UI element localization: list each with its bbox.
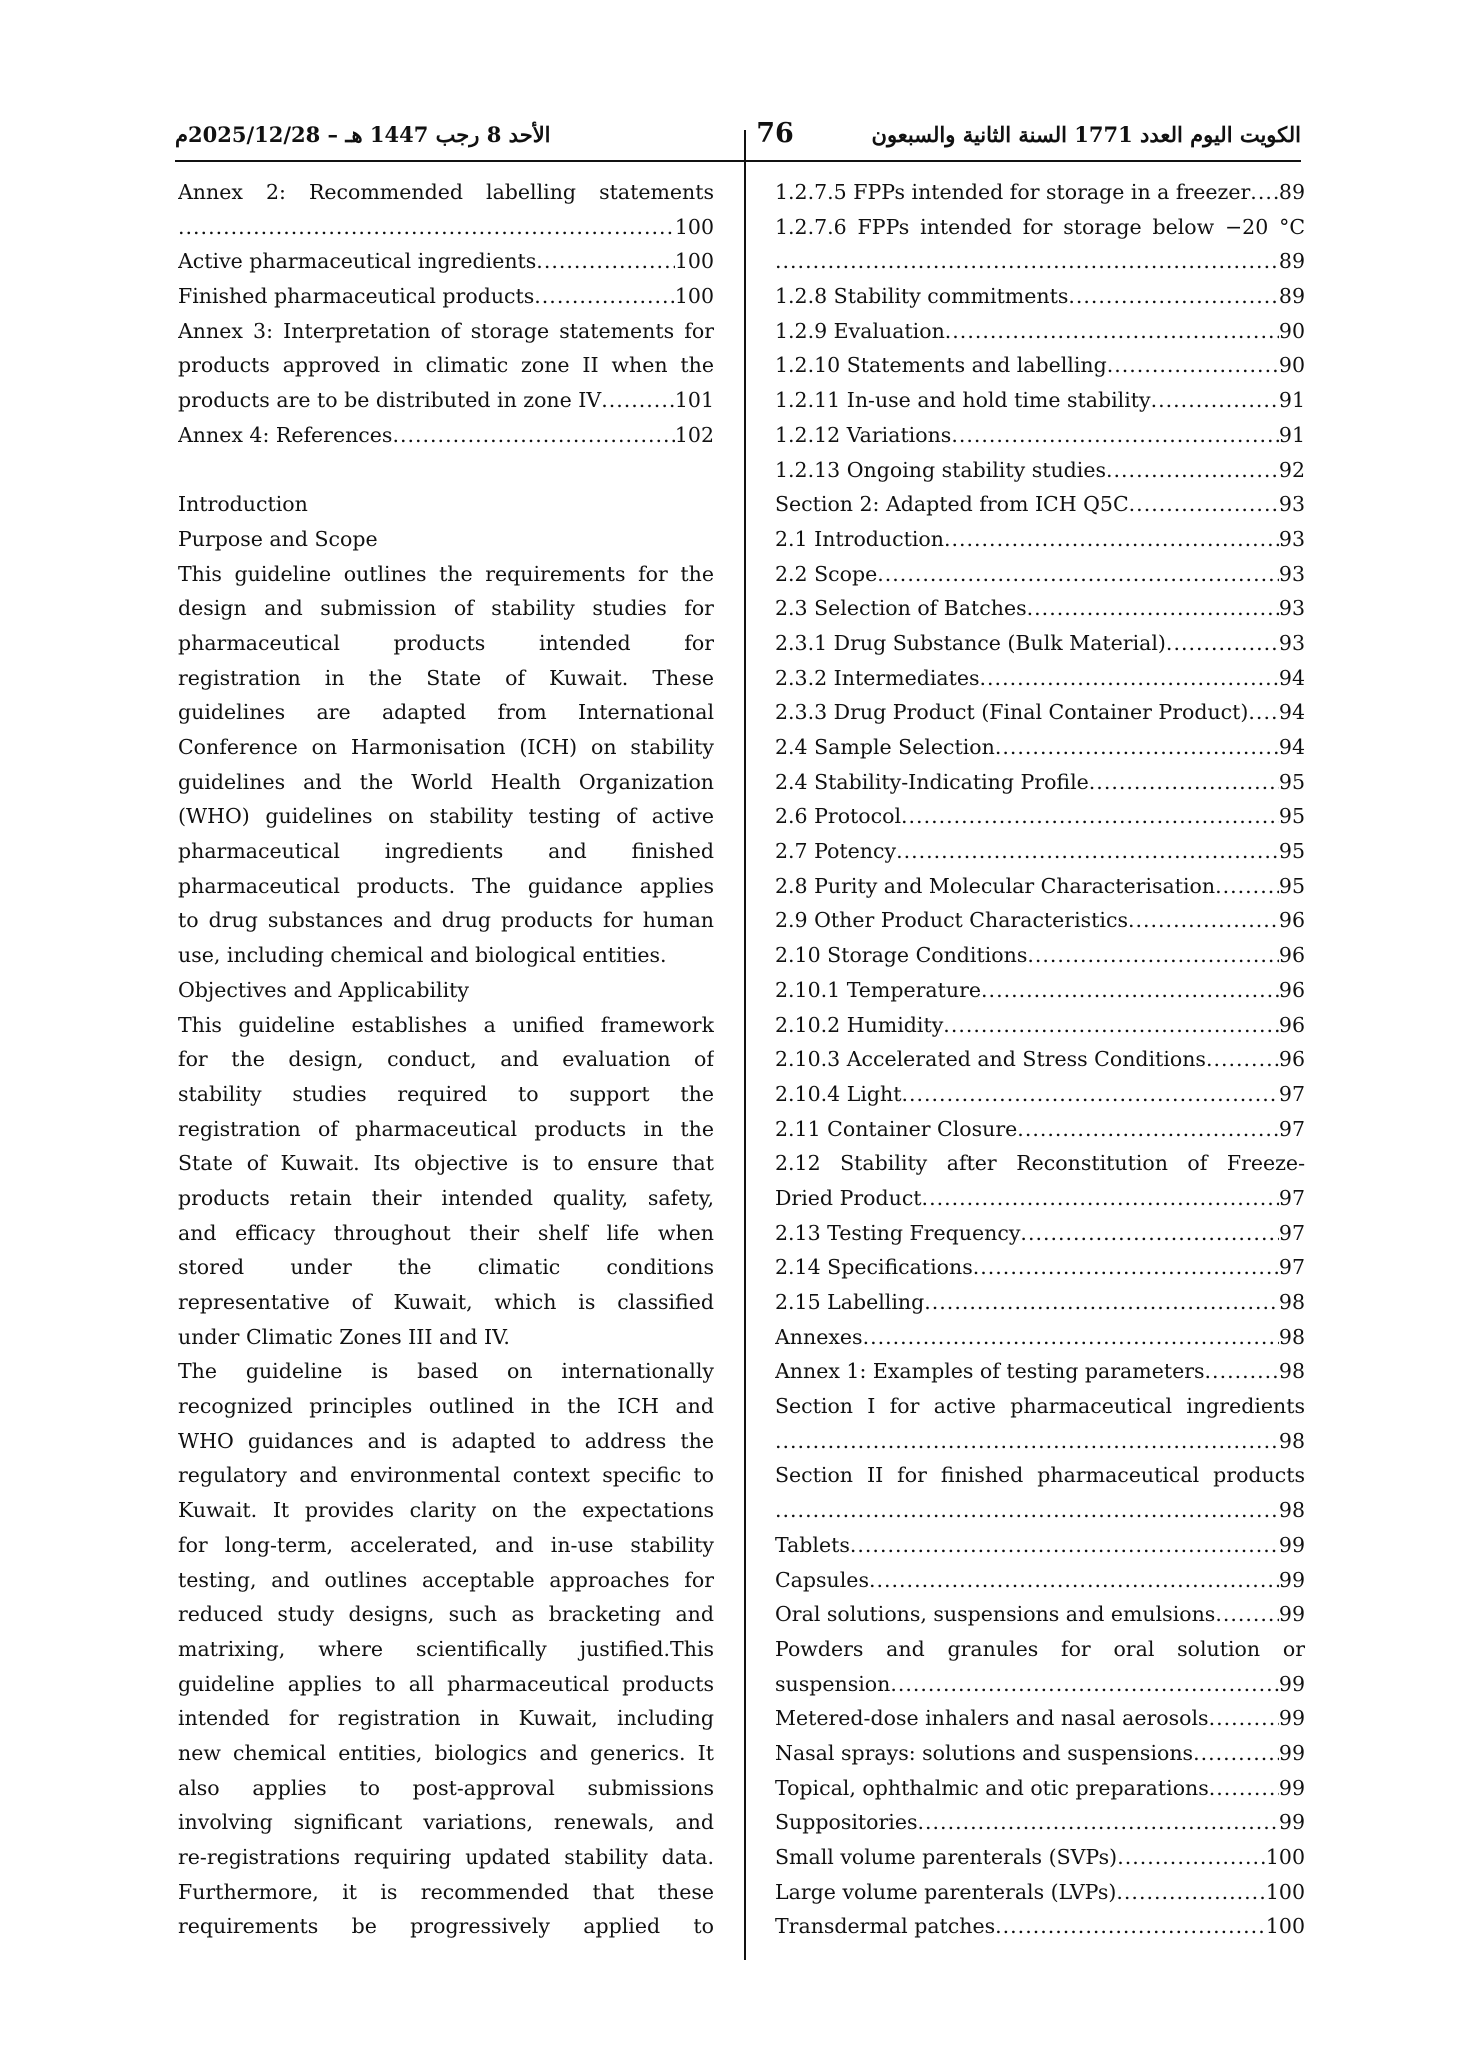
paragraph-line: also applies to post-approval submissions: [178, 1775, 714, 1800]
toc-entry: [775, 1285, 1305, 1320]
toc-leader: [877, 557, 1279, 592]
toc-leader: [178, 210, 675, 245]
toc-entry: [775, 1493, 1305, 1528]
paragraph-line: involving significant variations, renewals, and: [178, 1810, 714, 1835]
paragraph-line: reduced study designs, such as bracketing and: [178, 1602, 714, 1627]
toc-title: Small volume parenterals (SVPs): [775, 1845, 1118, 1869]
toc-title: Annexes: [775, 1324, 863, 1349]
paragraph-objectives: [178, 1008, 714, 1355]
paragraph-line: Conference on Harmonisation (ICH) on stability: [178, 735, 714, 759]
toc-entry: [775, 1112, 1305, 1147]
toc-page: 99: [1278, 1567, 1305, 1592]
toc-leader: [1209, 1771, 1279, 1806]
paragraph-line: products retain their intended quality, safety,: [178, 1185, 714, 1210]
publication-title: الكويت اليوم العدد 1771 السنة الثانية والسبعون: [871, 122, 1301, 147]
toc-leader: [995, 1909, 1266, 1944]
toc-leader: [945, 314, 1279, 349]
toc-entry: [775, 383, 1305, 418]
paragraph-basis: [178, 1354, 714, 1944]
toc-page: 93: [1278, 630, 1305, 655]
toc-page: 94: [1278, 665, 1305, 690]
toc-leader: [392, 418, 674, 453]
paragraph-line: The guideline is based on internationally: [178, 1359, 714, 1384]
toc-page: 95: [1278, 769, 1305, 794]
toc-entry: [775, 1320, 1305, 1355]
toc-leader: [995, 730, 1279, 765]
toc-page: 91: [1278, 422, 1305, 447]
toc-entry: 1.2.7.6 FPPs intended for storage below −20 °C: [775, 214, 1305, 239]
toc-entry: [775, 1250, 1305, 1285]
toc-entry: [775, 1875, 1305, 1910]
toc-leader: [924, 1285, 1279, 1320]
header-rule: [175, 160, 1301, 162]
paragraph-line: to drug substances and drug products for human: [178, 908, 714, 933]
toc-page: 98: [1278, 1428, 1305, 1453]
paragraph-line: stability studies required to support the: [178, 1081, 714, 1106]
toc-leader: [922, 1181, 1279, 1216]
toc-page: 100: [674, 214, 714, 239]
toc-page: 100: [674, 284, 714, 309]
toc-title: Finished pharmaceutical products: [178, 284, 535, 309]
toc-entry: [775, 1042, 1305, 1077]
toc-entry: [775, 765, 1305, 800]
toc-leader: [534, 279, 675, 314]
toc-leader: [901, 1077, 1278, 1112]
toc-entry: [775, 522, 1305, 557]
toc-entry: [775, 1701, 1305, 1736]
paragraph-line: registration of pharmaceutical products in the: [178, 1116, 714, 1141]
paragraph-line: representative of Kuwait, which is classified: [178, 1290, 714, 1314]
toc-title: Tablets: [775, 1532, 850, 1557]
toc-leader: [1205, 1354, 1279, 1389]
toc-leader: [1215, 1597, 1279, 1632]
toc-title: 2.4 Sample Selection: [775, 735, 995, 759]
toc-title: 2.3.2 Intermediates: [775, 665, 980, 690]
toc-title: Active pharmaceutical ingredients: [178, 249, 537, 274]
toc-entry: [775, 1736, 1305, 1771]
toc-entry: Powders and granules for oral solution or: [775, 1636, 1305, 1661]
toc-page: 98: [1278, 1324, 1305, 1349]
paragraph-line: requirements be progressively applied to: [178, 1914, 714, 1939]
paragraph-line: re-registrations requiring updated stability data.: [178, 1845, 714, 1869]
toc-title: Dried Product: [775, 1185, 922, 1210]
toc-page: 101: [674, 388, 714, 413]
toc-entry: [775, 1528, 1305, 1563]
toc-page: 98: [1278, 1498, 1305, 1523]
toc-entry: [775, 487, 1305, 522]
toc-page: 99: [1278, 1775, 1305, 1800]
paragraph-line: intended for registration in Kuwait, including: [178, 1706, 714, 1731]
toc-title: 1.2.13 Ongoing stability studies: [775, 457, 1106, 482]
toc-entry: [775, 557, 1305, 592]
paragraph-line: Kuwait. It provides clarity on the expectations: [178, 1498, 714, 1523]
toc-entry: [775, 626, 1305, 661]
paragraph-line: guidelines and the World Health Organization: [178, 769, 714, 794]
toc-title: Annex 4: References: [178, 422, 393, 447]
toc-leader: [775, 244, 1279, 279]
toc-leader: [1089, 765, 1279, 800]
paragraph-line: for long-term, accelerated, and in-use stability: [178, 1532, 714, 1557]
paragraph-line: new chemical entities, biologics and generics. It: [178, 1740, 714, 1765]
toc-entry: [775, 1216, 1305, 1251]
toc-entry: [775, 1909, 1305, 1944]
paragraph-line: (WHO) guidelines on stability testing of active: [178, 804, 714, 829]
toc-leader: [890, 1667, 1279, 1702]
toc-title: Nasal sprays: solutions and suspensions: [775, 1740, 1194, 1765]
toc-leader: [1116, 1875, 1265, 1910]
toc-title: 2.6 Protocol: [775, 804, 902, 829]
toc-leader: [863, 1320, 1279, 1355]
toc-entry: Annex 2: Recommended labelling statements: [178, 180, 714, 204]
toc-title: 2.10 Storage Conditions: [775, 943, 1028, 968]
toc-title: Annex 1: Examples of testing parameters: [775, 1359, 1205, 1384]
toc-entry: [775, 418, 1305, 453]
toc-page: 97: [1278, 1116, 1305, 1141]
toc-title: products are to be distributed in zone IV: [178, 388, 602, 413]
toc-leader: [944, 522, 1279, 557]
toc-leader: [1129, 487, 1279, 522]
toc-entry: [775, 279, 1305, 314]
toc-title: 1.2.9 Evaluation: [775, 318, 945, 343]
toc-title: 1.2.8 Stability commitments: [775, 284, 1069, 309]
page-header: [175, 118, 1301, 162]
toc-page: 93: [1278, 596, 1305, 621]
toc-leader: [1107, 348, 1279, 383]
toc-entry: [775, 730, 1305, 765]
toc-entry: [775, 799, 1305, 834]
paragraph-line: pharmaceutical ingredients and finished: [178, 839, 714, 864]
toc-page: 99: [1278, 1671, 1305, 1696]
column-divider: [744, 130, 746, 1960]
paragraph-line: guideline applies to all pharmaceutical products: [178, 1671, 714, 1696]
toc-title: 2.10.3 Accelerated and Stress Conditions: [775, 1047, 1206, 1072]
toc-entry: [775, 869, 1305, 904]
toc-entry: [775, 1805, 1305, 1840]
left-toc: [178, 175, 714, 453]
toc-leader: [943, 1008, 1279, 1043]
toc-leader: [896, 834, 1279, 869]
toc-leader: [601, 383, 675, 418]
toc-page: 100: [1265, 1845, 1305, 1869]
toc-page: 97: [1278, 1081, 1305, 1106]
toc-entry: [775, 1077, 1305, 1112]
toc-entry: [775, 695, 1305, 730]
toc-entry: [775, 314, 1305, 349]
toc-title: 2.7 Potency: [775, 839, 897, 864]
toc-entry: [178, 418, 714, 453]
toc-page: 100: [674, 249, 714, 274]
toc-title: Oral solutions, suspensions and emulsions: [775, 1602, 1216, 1627]
toc-entry: [178, 279, 714, 314]
toc-title: 2.15 Labelling: [775, 1290, 925, 1314]
toc-page: 93: [1278, 526, 1305, 551]
paragraph-line: design and submission of stability studies for: [178, 596, 714, 621]
toc-page: 97: [1278, 1220, 1305, 1245]
toc-leader: [1248, 695, 1279, 730]
toc-page: 99: [1278, 1810, 1305, 1835]
toc-page: 89: [1278, 180, 1305, 204]
toc-title: Capsules: [775, 1567, 869, 1592]
toc-page: 99: [1278, 1602, 1305, 1627]
toc-title: Suppositories: [775, 1810, 918, 1835]
toc-title: 2.9 Other Product Characteristics: [775, 908, 1128, 933]
toc-entry: [178, 383, 714, 418]
right-toc: [775, 175, 1305, 1944]
toc-entry: 2.12 Stability after Reconstitution of Freeze-: [775, 1151, 1305, 1176]
toc-leader: [1128, 903, 1279, 938]
toc-page: 96: [1278, 1047, 1305, 1072]
toc-leader: [1250, 175, 1279, 210]
toc-leader: [1151, 383, 1279, 418]
toc-entry: [775, 661, 1305, 696]
toc-leader: [1117, 1840, 1266, 1875]
paragraph-line: and efficacy throughout their shelf life when: [178, 1220, 714, 1245]
toc-entry: [775, 973, 1305, 1008]
toc-title: 2.14 Specifications: [775, 1255, 973, 1280]
paragraph-purpose: [178, 557, 714, 973]
toc-entry: [775, 453, 1305, 488]
paragraph-line: This guideline establishes a unified framework: [178, 1012, 714, 1037]
toc-page: 94: [1278, 735, 1305, 759]
toc-leader: [1106, 453, 1279, 488]
toc-page: 102: [674, 422, 714, 447]
toc-page: 100: [1265, 1914, 1305, 1939]
toc-leader: [973, 1250, 1279, 1285]
toc-entry: [775, 348, 1305, 383]
toc-page: 96: [1278, 943, 1305, 968]
toc-leader: [1215, 869, 1279, 904]
toc-entry: [775, 175, 1305, 210]
toc-page: 89: [1278, 284, 1305, 309]
toc-page: 96: [1278, 908, 1305, 933]
paragraph-line: WHO guidances and is adapted to address the: [178, 1428, 714, 1453]
toc-entry: [775, 938, 1305, 973]
toc-entry: [775, 591, 1305, 626]
page-number: 76: [756, 118, 794, 149]
toc-title: suspension: [775, 1671, 891, 1696]
paragraph-line: recognized principles outlined in the ICH and: [178, 1394, 714, 1419]
toc-title: 2.10.1 Temperature: [775, 977, 982, 1002]
toc-entry: Annex 3: Interpretation of storage statements for: [178, 318, 714, 343]
toc-leader: [1193, 1736, 1279, 1771]
right-column: [775, 175, 1305, 1944]
heading-introduction: Introduction: [178, 492, 308, 517]
toc-title: 1.2.10 Statements and labelling: [775, 353, 1107, 378]
toc-page: 99: [1278, 1706, 1305, 1731]
toc-title: 1.2.12 Variations: [775, 422, 952, 447]
paragraph-line: testing, and outlines acceptable approaches for: [178, 1567, 714, 1592]
toc-page: 89: [1278, 249, 1305, 274]
toc-page: 97: [1278, 1255, 1305, 1280]
toc-page: 95: [1278, 873, 1305, 898]
toc-title: 2.8 Purity and Molecular Characterisation: [775, 873, 1216, 898]
toc-page: 95: [1278, 839, 1305, 864]
toc-title: 1.2.11 In-use and hold time stability: [775, 388, 1151, 413]
paragraph-line: for the design, conduct, and evaluation of: [178, 1047, 714, 1072]
toc-title: 2.10.2 Humidity: [775, 1012, 944, 1037]
toc-leader: [1166, 626, 1279, 661]
paragraph-line: registration in the State of Kuwait. These: [178, 665, 714, 690]
paragraph-line: regulatory and environmental context specific to: [178, 1463, 714, 1488]
toc-title: Large volume parenterals (LVPs): [775, 1879, 1117, 1904]
toc-entry: [775, 1597, 1305, 1632]
toc-entry: [775, 1181, 1305, 1216]
toc-title: 1.2.7.5 FPPs intended for storage in a freezer: [775, 180, 1251, 204]
toc-entry: [775, 1008, 1305, 1043]
toc-entry: products approved in climatic zone II when the: [178, 353, 714, 378]
toc-title: Metered-dose inhalers and nasal aerosols: [775, 1706, 1209, 1731]
toc-page: 98: [1278, 1290, 1305, 1314]
left-column: [178, 175, 714, 1944]
toc-entry: [775, 1771, 1305, 1806]
issue-date: الأحد 8 رجب 1447 هـ – 2025/12/28م: [175, 122, 551, 147]
toc-title: Topical, ophthalmic and otic preparations: [775, 1775, 1209, 1800]
toc-title: 2.4 Stability-Indicating Profile: [775, 769, 1089, 794]
paragraph-line: State of Kuwait. Its objective is to ensure that: [178, 1151, 714, 1176]
toc-page: 90: [1278, 318, 1305, 343]
heading-purpose-scope: Purpose and Scope: [178, 526, 378, 551]
toc-title: 2.3.3 Drug Product (Final Container Product): [775, 700, 1249, 725]
paragraph-line: guidelines are adapted from International: [178, 700, 714, 725]
toc-page: 93: [1278, 561, 1305, 586]
toc-page: 93: [1278, 492, 1305, 517]
toc-page: 97: [1278, 1185, 1305, 1210]
toc-entry: [775, 244, 1305, 279]
toc-entry: [178, 244, 714, 279]
toc-title: 2.3 Selection of Batches: [775, 596, 1027, 621]
toc-leader: [951, 418, 1279, 453]
toc-leader: [981, 973, 1279, 1008]
toc-title: 2.10.4 Light: [775, 1081, 902, 1106]
toc-leader: [536, 244, 675, 279]
toc-title: 2.3.1 Drug Substance (Bulk Material): [775, 630, 1166, 655]
paragraph-line: stored under the climatic conditions: [178, 1255, 714, 1280]
toc-page: 99: [1278, 1532, 1305, 1557]
paragraph-line: This guideline outlines the requirements for the: [178, 561, 714, 586]
paragraph-line: Furthermore, it is recommended that these: [178, 1879, 714, 1904]
toc-entry: [775, 903, 1305, 938]
toc-title: 2.2 Scope: [775, 561, 878, 586]
toc-leader: [775, 1424, 1279, 1459]
toc-page: 99: [1278, 1740, 1305, 1765]
toc-entry: [775, 1354, 1305, 1389]
toc-leader: [901, 799, 1279, 834]
toc-page: 100: [1265, 1879, 1305, 1904]
toc-title: 2.13 Testing Frequency: [775, 1220, 1021, 1245]
toc-leader: [1209, 1701, 1279, 1736]
toc-page: 96: [1278, 977, 1305, 1002]
toc-page: 91: [1278, 388, 1305, 413]
paragraph-line: use, including chemical and biological entities.: [178, 943, 667, 968]
toc-page: 90: [1278, 353, 1305, 378]
paragraph-line: pharmaceutical products intended for: [178, 630, 714, 655]
toc-leader: [1027, 591, 1279, 626]
toc-title: 2.11 Container Closure: [775, 1116, 1018, 1141]
paragraph-line: pharmaceutical products. The guidance applies: [178, 873, 714, 898]
toc-leader: [1027, 938, 1279, 973]
toc-leader: [1017, 1112, 1279, 1147]
toc-leader: [1206, 1042, 1279, 1077]
toc-leader: [850, 1528, 1279, 1563]
toc-entry: [775, 834, 1305, 869]
toc-page: 92: [1278, 457, 1305, 482]
paragraph-line: matrixing, where scientifically justified.This: [178, 1636, 714, 1661]
toc-page: 98: [1278, 1359, 1305, 1384]
paragraph-line: under Climatic Zones III and IV.: [178, 1324, 510, 1349]
toc-entry: [178, 210, 714, 245]
heading-objectives: Objectives and Applicability: [178, 977, 469, 1002]
toc-entry: [775, 1563, 1305, 1598]
toc-leader: [980, 661, 1279, 696]
toc-page: 96: [1278, 1012, 1305, 1037]
toc-leader: [775, 1493, 1279, 1528]
toc-entry: Section I for active pharmaceutical ingredients: [775, 1394, 1305, 1419]
toc-page: 94: [1278, 700, 1305, 725]
toc-title: Section 2: Adapted from ICH Q5C: [775, 492, 1129, 517]
toc-entry: Section II for finished pharmaceutical products: [775, 1463, 1305, 1488]
toc-leader: [918, 1805, 1279, 1840]
toc-leader: [1020, 1216, 1278, 1251]
toc-entry: [775, 1840, 1305, 1875]
toc-entry: [775, 1424, 1305, 1459]
toc-page: 95: [1278, 804, 1305, 829]
toc-title: 2.1 Introduction: [775, 526, 944, 551]
toc-leader: [869, 1563, 1279, 1598]
toc-entry: [775, 1667, 1305, 1702]
toc-title: Transdermal patches: [775, 1914, 996, 1939]
toc-leader: [1068, 279, 1279, 314]
spacer: [178, 453, 714, 488]
